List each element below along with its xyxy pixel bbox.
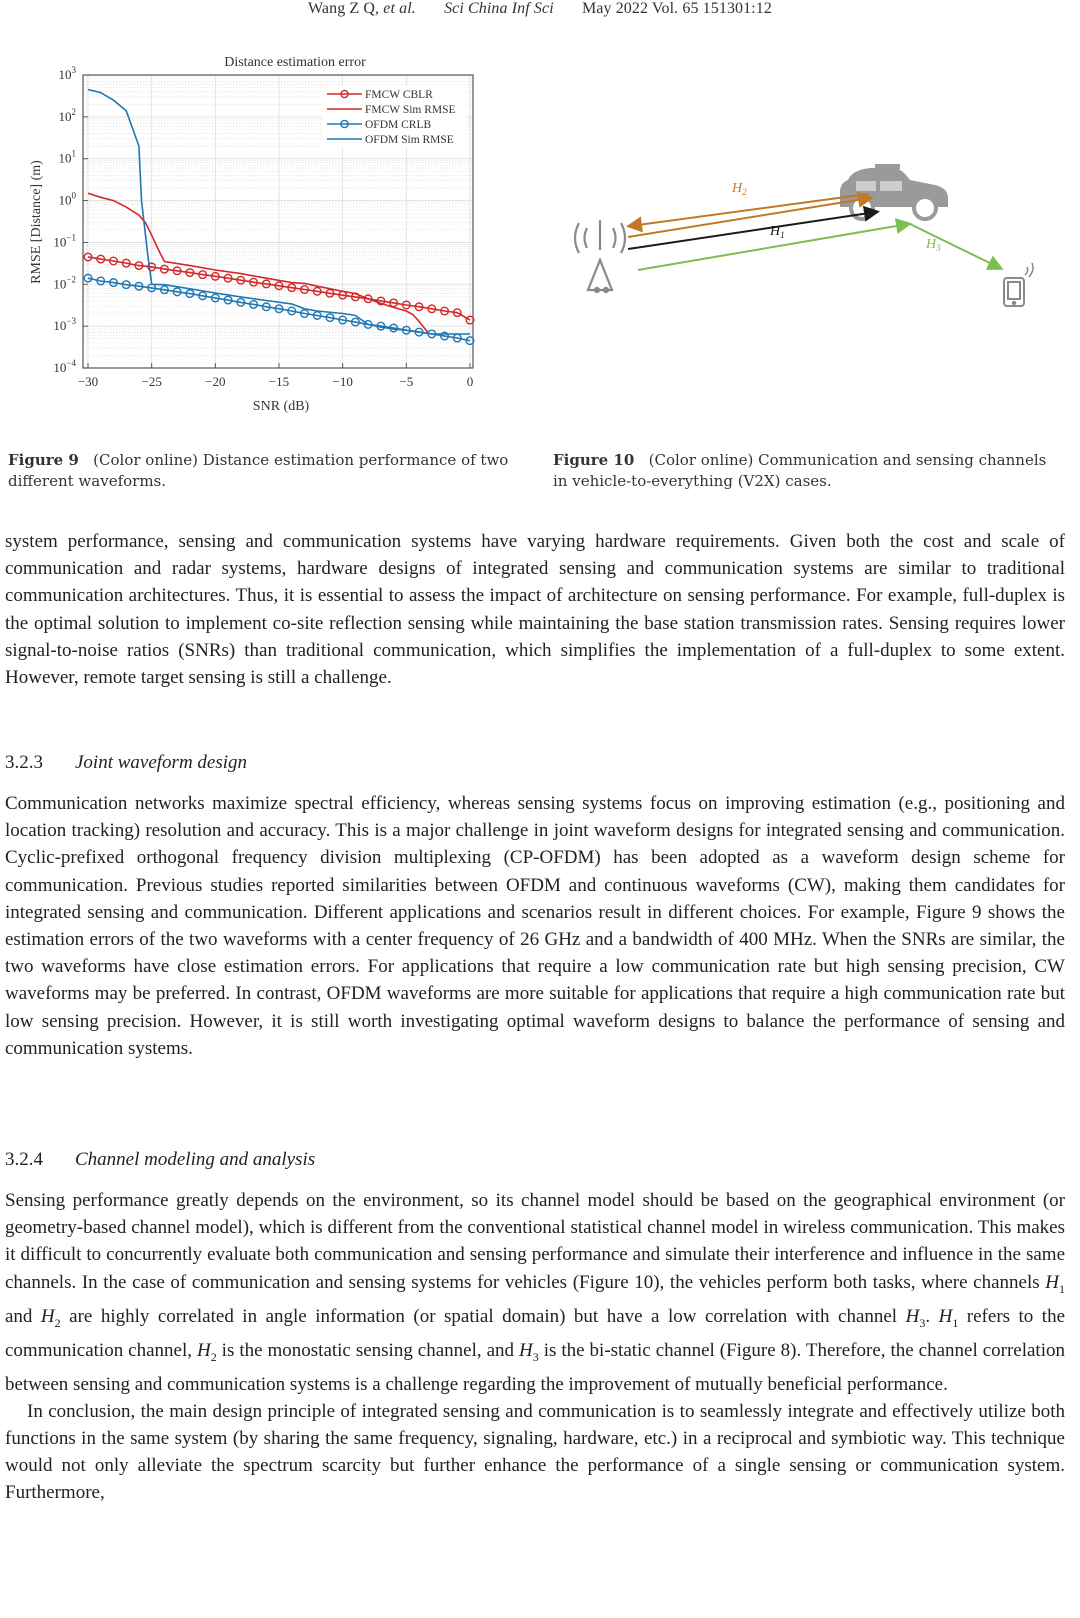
legend-label: FMCW CBLR <box>365 89 433 101</box>
running-head-issue: May 2022 Vol. 65 151301:12 <box>581 0 772 17</box>
running-head <box>0 0 1080 18</box>
y-tick-label: $10^0$ <box>58 190 76 208</box>
x-tick-label: −30 <box>77 374 99 389</box>
paragraph-text: Communication networks maximize spectral efficiency, whereas sensing systems focus on improving estimation (e.g., positioning and location tracking) resolution and accuracy. This is a major challenge in joint waveform designs for integrated sensing and communication. Cyclic-prefixed orthogonal frequency division multiplexing (CP-OFDM) has been adopted as a waveform design scheme for communication. Previous studies reported similarities between OFDM and continuous waveforms (CW), making them candidates for integrated sensing and communication. Different applications and scenarios result in different choices. For example, Figure 9 shows the estimation errors of the two waveforms with a center frequency of 26 GHz and a bandwidth of 400 MHz. When the SNRs are similar, the two waveforms have close estimation errors. For applications that require a low communication rate but high sensing precision, CW waveforms may be preferred. In contrast, OFDM waveforms are more suitable for applications that require a high communication rate but low sensing precision. However, it is still worth investigating optimal waveform designs to balance the performance of sensing and communication systems. <box>5 793 1065 1059</box>
x-tick-labels <box>78 363 473 389</box>
section-title: Joint waveform design <box>75 752 248 773</box>
paragraph-channel <box>5 1187 1065 1507</box>
running-head-authors: Wang Z Q, <box>307 0 380 17</box>
section-number: 3.2.4 <box>5 1149 43 1170</box>
base-station-antenna-icon <box>575 220 625 292</box>
paragraph-conclusion: In conclusion, the main design principle of integrated sensing and communication is to seamlessly integrate and effectively utilize both functions in the same system (by sharing the same frequency, signaling, hardware, etc.) in a reciprocal and symbiotic way. This technique would not only alleviate the spectrum scarcity but further enhance the performance of a single sensing or communication system. Furthermore, <box>5 1400 1065 1504</box>
y-tick-label: $10^{-4}$ <box>53 358 76 375</box>
y-tick-label: $10^2$ <box>58 106 76 124</box>
y-tick-label: $10^{-2}$ <box>53 274 76 292</box>
figure-10-caption <box>553 450 1063 492</box>
figure-9-caption <box>8 450 513 492</box>
legend-label: OFDM CRLB <box>365 119 432 131</box>
h2-label: $H_2$ <box>732 181 747 197</box>
x-tick-label: −25 <box>141 374 162 389</box>
figure-9-label: Figure 9 <box>8 451 79 469</box>
h1-label: $H_1$ <box>770 224 785 240</box>
y-axis-label: RMSE [Distance] (m) <box>29 160 44 284</box>
x-axis-label: SNR (dB) <box>252 399 310 414</box>
series-line-fmcw-sim-rmse <box>88 193 428 332</box>
section-number: 3.2.3 <box>5 752 43 773</box>
x-tick-label: −10 <box>332 374 353 389</box>
paragraph-hardware <box>5 528 1065 691</box>
x-tick-label: −5 <box>399 374 414 389</box>
legend-label: FMCW Sim RMSE <box>365 104 456 116</box>
chart-legend <box>322 85 467 147</box>
legend-label: OFDM Sim RMSE <box>365 134 454 146</box>
figure-10-diagram <box>540 150 1060 320</box>
x-tick-label: −15 <box>268 374 290 389</box>
figure-10-label: Figure 10 <box>553 451 635 469</box>
y-tick-label: $10^{-3}$ <box>53 316 76 334</box>
figure-9-chart <box>0 40 520 430</box>
h2-reflect-arrow <box>630 194 868 226</box>
car-icon <box>840 164 948 219</box>
section-title: Channel modeling and analysis <box>75 1149 316 1170</box>
x-tick-label: 0 <box>466 374 474 389</box>
running-head-journal: Sci China Inf Sci <box>444 0 554 17</box>
paragraph-text: system performance, sensing and communication systems have varying hardware requirements. Given both the cost and scale of communication and radar systems, hardware designs of integrated sensing and communication systems are similar to traditional communication architectures. Thus, it is essential to assess the impact of architecture on sensing performance. For example, full-duplex is the optimal solution to implement co-site reflection sensing while maintaining the base station transmission rates. Sensing requires lower signal-to-noise ratios (SNRs) than traditional communication, which simplifies the implementation of a full-duplex to some extent. However, remote target sensing is still a challenge. <box>5 531 1065 689</box>
figure-9-caption-text: (Color online) Distance estimation performance of two different waveforms. <box>8 451 509 490</box>
chart-title: Distance estimation error <box>224 55 366 70</box>
paragraph-text: Sensing performance greatly depends on the environment, so its channel model should be based on the geographical environment (or geometry-based channel model), which is different from the conventional statistical channel model in wireless communication. This makes it difficult to concurrently evaluate both communication and sensing performance and simulate their interference and influence in the same channels. In the case of communication and sensing systems for vehicles (Figure 10), the vehicles perform both tasks, where channels $H_1$ and $H_2$ are highly correlated in angle information (or spatial domain) but have a low correlation with channel $H_3$. $H_1$ refers to the communication channel, $H_2$ is the monostatic sensing channel, and $H_3$ is the bi-static channel (Figure 8). Therefore, the channel correlation between sensing and communication systems is a challenge regarding the improvement of mutually beneficial performance. <box>5 1190 1066 1395</box>
mobile-device-icon <box>1004 263 1033 306</box>
y-tick-label: $10^1$ <box>58 148 76 166</box>
h3-label: $H_3$ <box>926 237 941 253</box>
x-tick-label: −20 <box>205 374 226 389</box>
running-head-etal: et al. <box>383 0 416 17</box>
section-heading-3-2-4 <box>5 1149 315 1171</box>
h3-scatter-arrow <box>910 224 1000 268</box>
y-tick-label: $10^3$ <box>58 65 76 82</box>
paragraph-waveform <box>5 790 1065 1062</box>
figure-10-caption-text: (Color online) Communication and sensing channels in vehicle-to-everything (V2X) cases. <box>553 451 1047 490</box>
section-heading-3-2-3 <box>5 752 247 774</box>
y-tick-label: $10^{-1}$ <box>53 232 76 250</box>
